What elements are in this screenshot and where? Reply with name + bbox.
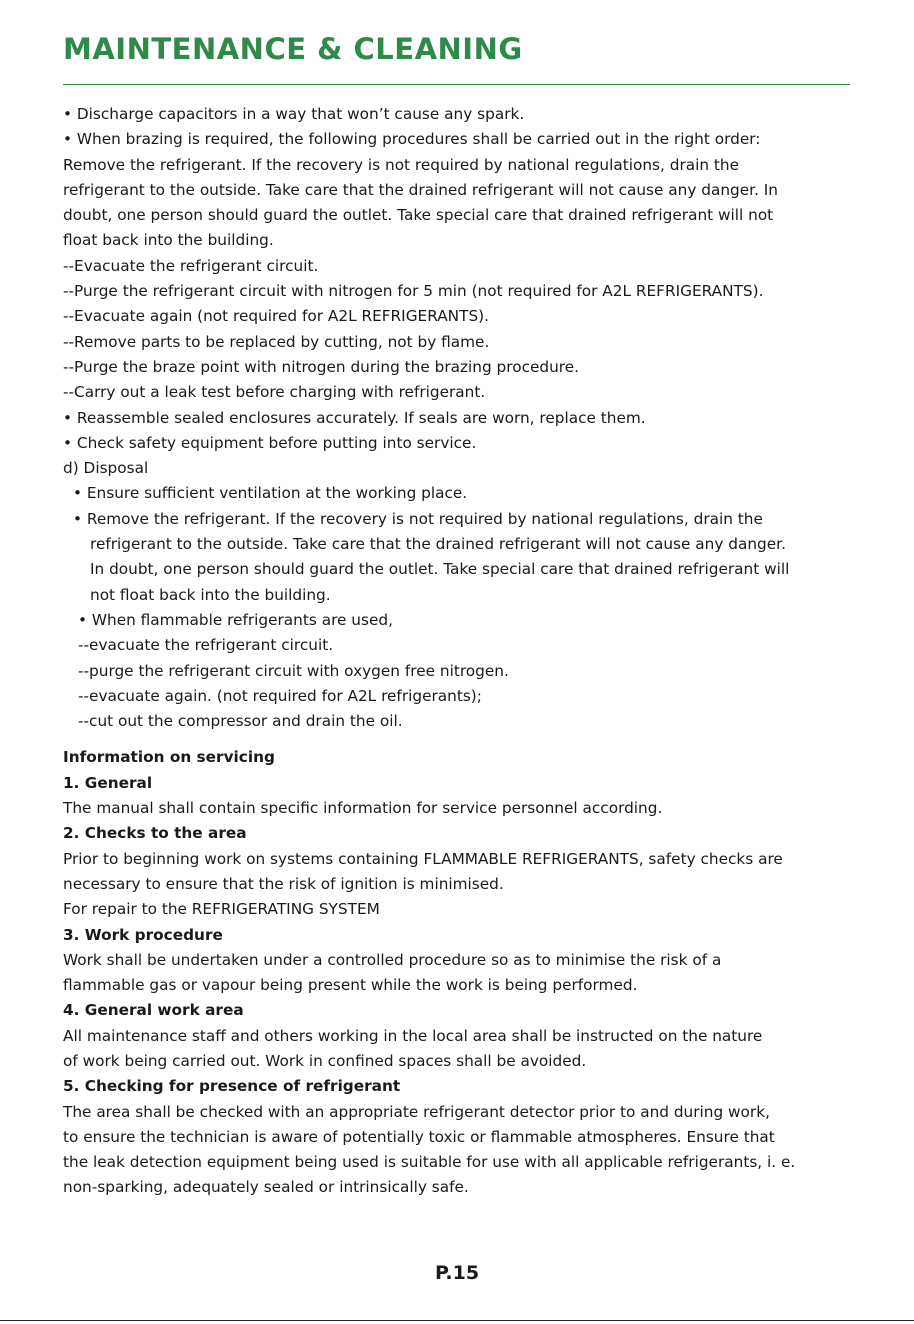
text-line: float back into the building. xyxy=(63,231,274,250)
disposal-bullet: • Remove the refrigerant. If the recovery is not required by national regulations, drain the xyxy=(73,509,763,528)
text-line: The area shall be checked with an appropriate refrigerant detector prior to and during work, xyxy=(63,1102,770,1121)
text-line: --Remove parts to be replaced by cutting, not by flame. xyxy=(63,332,490,351)
disposal-heading: d) Disposal xyxy=(63,459,149,478)
text-line: the leak detection equipment being used is suitable for use with all applicable refrigerants, i. e. xyxy=(63,1153,796,1172)
text-line: --Purge the braze point with nitrogen during the brazing procedure. xyxy=(63,357,580,376)
section-heading: 5. Checking for presence of refrigerant xyxy=(63,1077,401,1096)
section-heading: 3. Work procedure xyxy=(63,925,223,944)
text-line: --Evacuate the refrigerant circuit. xyxy=(63,256,319,275)
disposal-bullet: • When flammable refrigerants are used, xyxy=(78,610,393,629)
text-line: to ensure the technician is aware of potentially toxic or flammable atmospheres. Ensure that xyxy=(63,1127,775,1146)
page-title: MAINTENANCE & CLEANING xyxy=(63,32,523,66)
text-line: not float back into the building. xyxy=(90,585,331,604)
page-number: P.15 xyxy=(434,1262,480,1284)
section-heading: 2. Checks to the area xyxy=(63,824,247,843)
text-line: Work shall be undertaken under a controlled procedure so as to minimise the risk of a xyxy=(63,950,722,969)
text-line: All maintenance staff and others working in the local area shall be instructed on the nature xyxy=(63,1026,763,1045)
text-line: • Discharge capacitors in a way that won’t cause any spark. xyxy=(63,105,525,123)
disposal-bullet: • Ensure sufficient ventilation at the working place. xyxy=(73,484,468,503)
disposal-block xyxy=(63,481,853,734)
text-line: Remove the refrigerant. If the recovery is not required by national regulations, drain the xyxy=(63,155,740,174)
text-line: --Carry out a leak test before charging with refrigerant. xyxy=(63,383,486,402)
disposal-step: --evacuate again. (not required for A2L refrigerants); xyxy=(78,686,482,705)
text-line: • When brazing is required, the following procedures shall be carried out in the right order: xyxy=(63,130,761,149)
disposal-step: --cut out the compressor and drain the oil. xyxy=(78,712,403,731)
text-line: • Check safety equipment before putting into service. xyxy=(63,433,477,452)
text-line: refrigerant to the outside. Take care that the drained refrigerant will not cause any danger. In xyxy=(63,180,778,199)
text-line: --Purge the refrigerant circuit with nitrogen for 5 min (not required for A2L REFRIGERANTS). xyxy=(63,282,764,301)
title-divider xyxy=(63,84,850,85)
page-content xyxy=(63,102,853,1201)
procedure-block xyxy=(63,102,853,481)
text-line: The manual shall contain specific information for service personnel according. xyxy=(63,799,663,818)
text-line: doubt, one person should guard the outlet. Take special care that drained refrigerant will not xyxy=(63,206,774,225)
text-line: --Evacuate again (not required for A2L REFRIGERANTS). xyxy=(63,307,490,326)
servicing-block xyxy=(63,745,853,1200)
text-line: flammable gas or vapour being present while the work is being performed. xyxy=(63,976,638,995)
section-gap xyxy=(63,734,853,745)
text-line: refrigerant to the outside. Take care that the drained refrigerant will not cause any danger. xyxy=(90,535,786,554)
text-line: For repair to the REFRIGERATING SYSTEM xyxy=(63,900,380,919)
text-line: non-sparking, adequately sealed or intrinsically safe. xyxy=(63,1178,469,1197)
disposal-step: --evacuate the refrigerant circuit. xyxy=(78,636,334,655)
text-line: of work being carried out. Work in confined spaces shall be avoided. xyxy=(63,1051,587,1070)
footer-divider xyxy=(0,1320,914,1321)
disposal-step: --purge the refrigerant circuit with oxygen free nitrogen. xyxy=(78,661,509,680)
text-line: necessary to ensure that the risk of ignition is minimised. xyxy=(63,874,504,893)
text-line: In doubt, one person should guard the outlet. Take special care that drained refrigerant will xyxy=(90,560,790,579)
section-heading: 4. General work area xyxy=(63,1001,244,1020)
text-line: Prior to beginning work on systems containing FLAMMABLE REFRIGERANTS, safety checks are xyxy=(63,849,783,868)
text-line: • Reassemble sealed enclosures accurately. If seals are worn, replace them. xyxy=(63,408,646,427)
servicing-heading: Information on servicing xyxy=(63,748,275,767)
section-heading: 1. General xyxy=(63,773,153,792)
